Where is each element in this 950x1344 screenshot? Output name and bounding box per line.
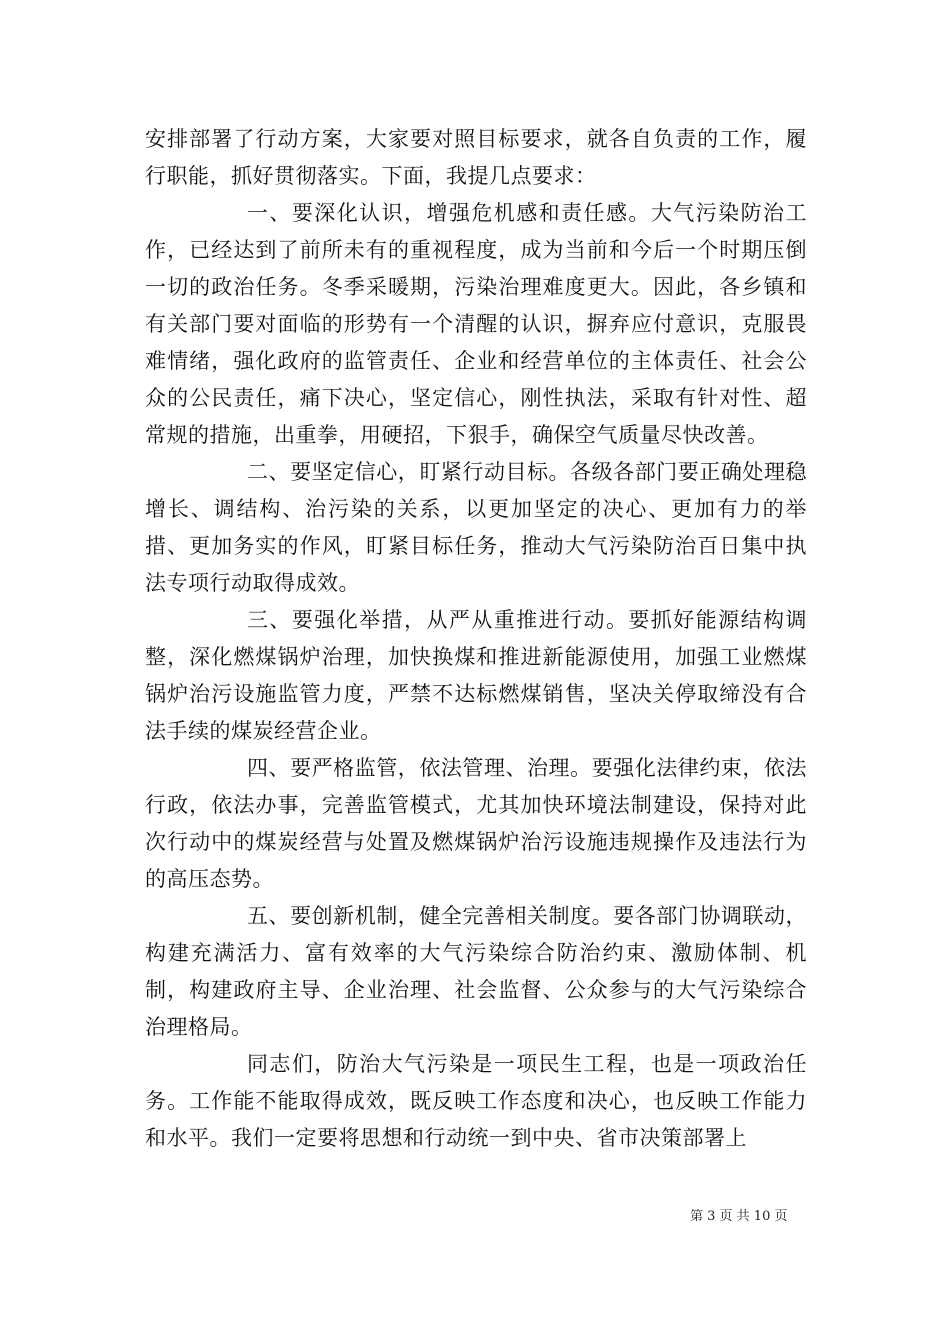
paragraph-intro: 安排部署了行动方案，大家要对照目标要求，就各自负责的工作，履行职能，抓好贯彻落实。下面，我提几点要求： [145,127,807,188]
paragraph-point-3: 三、要强化举措，从严从重推进行动。要抓好能源结构调整，深化燃煤锅炉治理，加快换煤和推进新能源使用，加强工业燃煤锅炉治污设施监管力度，严禁不达标燃煤销售，坚决关停取缔没有合法手续的煤炭经营企业。 [145,608,807,743]
paragraph-point-1: 一、要深化认识，增强危机感和责任感。大气污染防治工作，已经达到了前所未有的重视程度，成为当前和今后一个时期压倒一切的政治任务。冬季采暖期，污染治理难度更大。因此，各乡镇和有关部门要对面临的形势有一个清醒的认识，摒弃应付意识，克服畏难情绪，强化政府的监管责任、企业和经营单位的主体责任、社会公众的公民责任，痛下决心，坚定信心，刚性执法，采取有针对性、超常规的措施，出重拳，用硬招，下狠手，确保空气质量尽快改善。 [145,201,807,447]
paragraph-point-2: 二、要坚定信心，盯紧行动目标。各级各部门要正确处理稳增长、调结构、治污染的关系，以更加坚定的决心、更加有力的举措、更加务实的作风，盯紧目标任务，推动大气污染防治百日集中执法专项行动取得成效。 [145,460,807,595]
paragraph-closing: 同志们，防治大气污染是一项民生工程，也是一项政治任务。工作能不能取得成效，既反映工作态度和决心，也反映工作能力和水平。我们一定要将思想和行动统一到中央、省市决策部署上 [145,1052,807,1150]
paragraph-point-5: 五、要创新机制，健全完善相关制度。要各部门协调联动，构建充满活力、富有效率的大气污染综合防治约束、激励体制、机制，构建政府主导、企业治理、社会监督、公众参与的大气污染综合治理格局。 [145,904,807,1039]
document-body [145,121,807,1157]
paragraph-point-4: 四、要严格监管，依法管理、治理。要强化法律约束，依法行政，依法办事，完善监管模式，尤其加快环境法制建设，保持对此次行动中的煤炭经营与处置及燃煤锅炉治污设施违规操作及违法行为的高压态势。 [145,756,807,891]
page-number: 第 3 页 共 10 页 [690,1209,788,1224]
